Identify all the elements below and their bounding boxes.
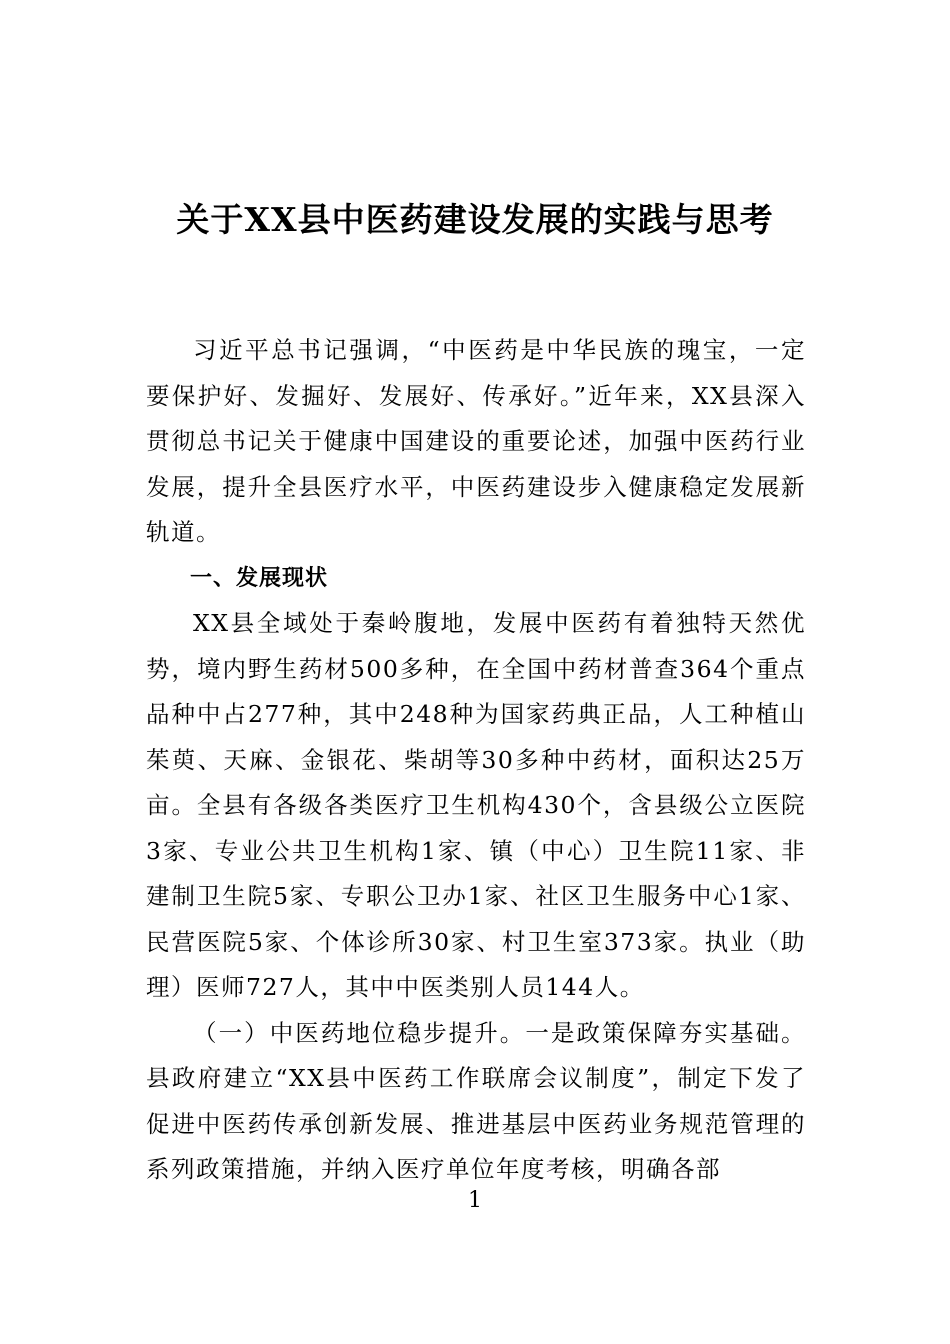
subsection-body: 一是政策保障夯实基础。县政府建立“XX县中医药工作联席会议制度”，制定下发了促进中医药传承创新发展、推进基层中医药业务规范管理的系列政策措施，并纳入医疗单位年度考核，明确各部 (146, 1018, 807, 1183)
intro-paragraph: 习近平总书记强调，“中医药是中华民族的瑰宝，一定要保护好、发掘好、发展好、传承好。”近年来，XX县深入贯彻总书记关于健康中国建设的重要论述，加强中医药行业发展，提升全县医疗水平，中医药建设步入健康稳定发展新轨道。 (146, 336, 806, 546)
page-number: 1 (468, 1188, 482, 1213)
section-heading-development-status: 一、发展现状 (190, 565, 329, 591)
subsection-heading: （一）中医药地位稳步提升。 (193, 1018, 526, 1047)
document-title: 关于XX县中医药建设发展的实践与思考 (176, 200, 774, 239)
document-body (146, 328, 806, 1193)
development-status-paragraph: XX县全域处于秦岭腹地，发展中医药有着独特天然优势，境内野生药材500多种，在全国中药材普查364个重点品种中占277种，其中248种为国家药典正品，人工种植山茱萸、天麻、金银花、柴胡等30多种中药材，面积达25万亩。全县有各级各类医疗卫生机构430个，含县级公立医院3家、专业公共卫生机构1家、镇（中心）卫生院11家、非建制卫生院5家、专职公卫办1家、社区卫生服务中心1家、民营医院5家、个体诊所30家、村卫生室373家。执业（助理）医师727人，其中中医类别人员144人。 (146, 609, 806, 1001)
subsection-paragraph (146, 1011, 806, 1193)
